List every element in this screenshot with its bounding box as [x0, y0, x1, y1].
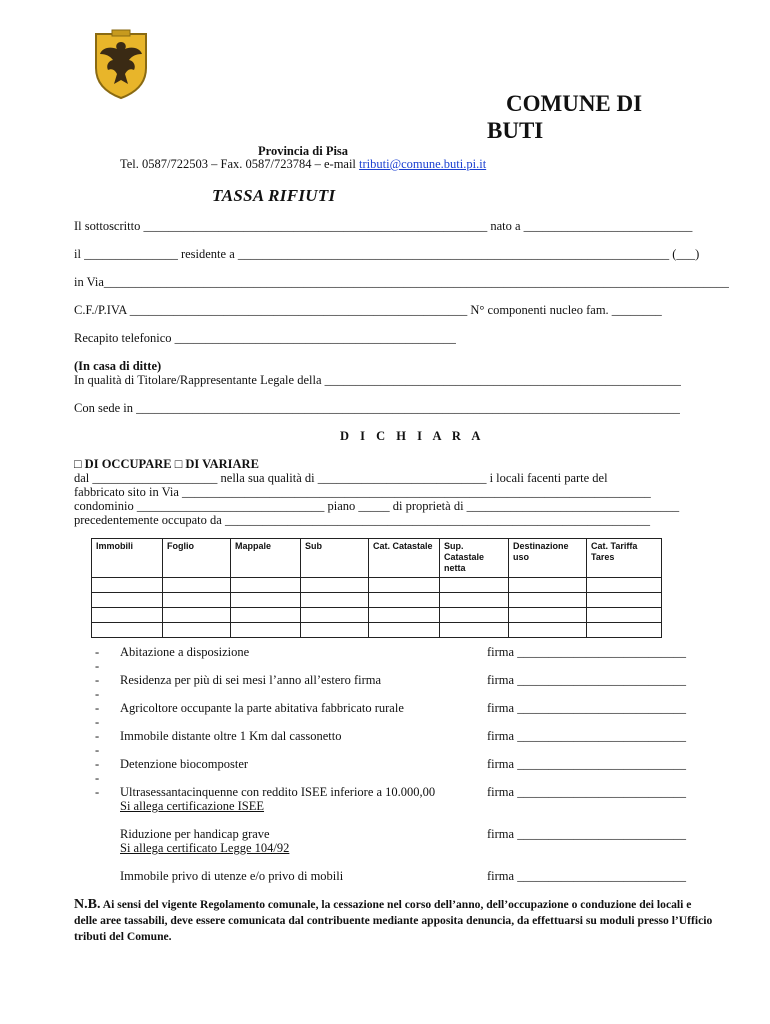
form-title: TASSA RIFIUTI	[212, 186, 336, 205]
residente-field[interactable]: il _______________ residente a _____________________________________________________________________ (___)	[74, 247, 700, 261]
table-cell[interactable]	[440, 623, 509, 638]
bullet-dash: -	[95, 645, 100, 659]
precedente-field[interactable]: precedentemente occupato da ____________________________________________________________________	[74, 513, 650, 527]
option-ultrasessantacinquenne: Ultrasessantacinquenne con reddito ISEE inferiore a 10.000,00	[120, 785, 436, 799]
option-agricoltore: Agricoltore occupante la parte abitativa fabbricato rurale	[120, 701, 404, 715]
immobili-table	[91, 538, 662, 638]
titolare-field[interactable]: In qualità di Titolare/Rappresentante Legale della _________________________________________________________	[74, 373, 681, 387]
table-cell[interactable]	[231, 608, 301, 623]
table-cell[interactable]	[92, 608, 163, 623]
table-cell[interactable]	[301, 578, 369, 593]
bullet-dash: -	[95, 715, 100, 729]
sede-field[interactable]: Con sede in _______________________________________________________________________________________	[74, 401, 680, 415]
col-destinazione: Destinazione uso	[509, 539, 587, 578]
table-cell[interactable]	[440, 608, 509, 623]
firma-residenza-estero[interactable]: firma ___________________________	[487, 673, 686, 687]
firma-abitazione[interactable]: firma ___________________________	[487, 645, 686, 659]
nb-text: Ai sensi del vigente Regolamento comunale, la cessazione nel corso dell’anno, dell’occupazione o conduzione dei locali e delle aree tassabili, deve essere comunicata dal contribuente mediante apposita denuncia, da effettuarsi su moduli presso l’Ufficio tributi del Comune.	[74, 898, 713, 943]
bullet-dash: -	[95, 673, 100, 687]
recapito-field[interactable]: Recapito telefonico _____________________________________________	[74, 331, 456, 345]
table-cell[interactable]	[369, 623, 440, 638]
comune-title-line1: COMUNE DI	[506, 91, 643, 116]
eagle-crest-icon	[92, 28, 150, 100]
table-cell[interactable]	[587, 623, 662, 638]
table-cell[interactable]	[509, 593, 587, 608]
table-row[interactable]	[92, 608, 662, 623]
table-cell[interactable]	[440, 578, 509, 593]
bullet-dash: -	[95, 785, 100, 799]
bullet-dash: -	[95, 771, 100, 785]
fabbricato-field[interactable]: fabbricato sito in Via ___________________________________________________________________________	[74, 485, 651, 499]
col-cat-tariffa: Cat. Tariffa Tares	[587, 539, 662, 578]
table-cell[interactable]	[587, 593, 662, 608]
firma-ultrasessantacinquenne[interactable]: firma ___________________________	[487, 785, 686, 799]
option-distante-cassonetto: Immobile distante oltre 1 Km dal cassonetto	[120, 729, 342, 743]
contacts-line	[120, 157, 486, 172]
table-cell[interactable]	[301, 608, 369, 623]
table-cell[interactable]	[301, 593, 369, 608]
dal-field[interactable]: dal ____________________ nella sua qualità di ___________________________ i locali facenti parte del	[74, 471, 608, 485]
table-cell[interactable]	[163, 608, 231, 623]
firma-privo-utenze[interactable]: firma ___________________________	[487, 869, 686, 883]
option-privo-utenze: Immobile privo di utenze e/o privo di mobili	[120, 869, 344, 883]
table-cell[interactable]	[163, 623, 231, 638]
condominio-field[interactable]: condominio ______________________________ piano _____ di proprietà di __________________________________	[74, 499, 680, 513]
sottoscritto-field[interactable]: Il sottoscritto _______________________________________________________ nato a ___________________________	[74, 219, 693, 233]
table-cell[interactable]	[92, 593, 163, 608]
note-isee: Si allega certificazione ISEE	[120, 799, 265, 813]
bullet-dash: -	[95, 757, 100, 771]
ditte-heading: (In casa di ditte)	[74, 359, 162, 373]
firma-agricoltore[interactable]: firma ___________________________	[487, 701, 686, 715]
table-cell[interactable]	[92, 578, 163, 593]
table-cell[interactable]	[509, 623, 587, 638]
table-cell[interactable]	[231, 593, 301, 608]
table-cell[interactable]	[163, 593, 231, 608]
bullet-dash: -	[95, 687, 100, 701]
table-cell[interactable]	[369, 578, 440, 593]
option-handicap: Riduzione per handicap grave	[120, 827, 270, 841]
note-legge-104: Si allega certificato Legge 104/92	[120, 841, 290, 855]
col-sup-catastale: Sup. Catastale netta	[440, 539, 509, 578]
comune-title-line2: BUTI	[487, 118, 544, 143]
table-cell[interactable]	[369, 608, 440, 623]
dichiara-heading: D I C H I A R A	[340, 429, 485, 443]
via-field[interactable]: in Via____________________________________________________________________________________________________	[74, 275, 729, 289]
provincia-label: Provincia di Pisa	[258, 144, 349, 158]
col-sub: Sub	[301, 539, 369, 578]
contacts-text: Tel. 0587/722503 – Fax. 0587/723784 – e-mail	[120, 157, 360, 171]
email-link[interactable]: tributi@comune.buti.pi.it	[359, 157, 487, 171]
option-biocomposter: Detenzione biocomposter	[120, 757, 249, 771]
table-cell[interactable]	[301, 623, 369, 638]
table-row[interactable]	[92, 623, 662, 638]
col-mappale: Mappale	[231, 539, 301, 578]
table-cell[interactable]	[440, 593, 509, 608]
col-foglio: Foglio	[163, 539, 231, 578]
table-cell[interactable]	[587, 578, 662, 593]
table-cell[interactable]	[509, 608, 587, 623]
table-cell[interactable]	[163, 578, 231, 593]
firma-handicap[interactable]: firma ___________________________	[487, 827, 686, 841]
col-immobili: Immobili	[92, 539, 163, 578]
table-cell[interactable]	[231, 578, 301, 593]
table-row[interactable]	[92, 593, 662, 608]
nb-lead: N.B.	[74, 897, 101, 912]
table-row[interactable]	[92, 578, 662, 593]
table-cell[interactable]	[587, 608, 662, 623]
table-cell[interactable]	[231, 623, 301, 638]
firma-distante-cassonetto[interactable]: firma ___________________________	[487, 729, 686, 743]
option-abitazione: Abitazione a disposizione	[120, 645, 250, 659]
bullet-dash: -	[95, 659, 100, 673]
col-cat-catastale: Cat. Catastale	[369, 539, 440, 578]
bullet-dash: -	[95, 729, 100, 743]
bullet-dash: -	[95, 743, 100, 757]
option-residenza-estero: Residenza per più di sei mesi l’anno all’estero firma	[120, 673, 382, 687]
table-cell[interactable]	[509, 578, 587, 593]
cf-piva-field[interactable]: C.F./P.IVA ______________________________________________________ N° componenti nucleo fam. ________	[74, 303, 662, 317]
firma-biocomposter[interactable]: firma ___________________________	[487, 757, 686, 771]
table-cell[interactable]	[369, 593, 440, 608]
occupare-heading[interactable]: □ DI OCCUPARE □ DI VARIARE	[74, 457, 259, 471]
table-cell[interactable]	[92, 623, 163, 638]
table-header-row	[92, 539, 662, 578]
nb-note	[74, 897, 714, 945]
bullet-dash: -	[95, 701, 100, 715]
